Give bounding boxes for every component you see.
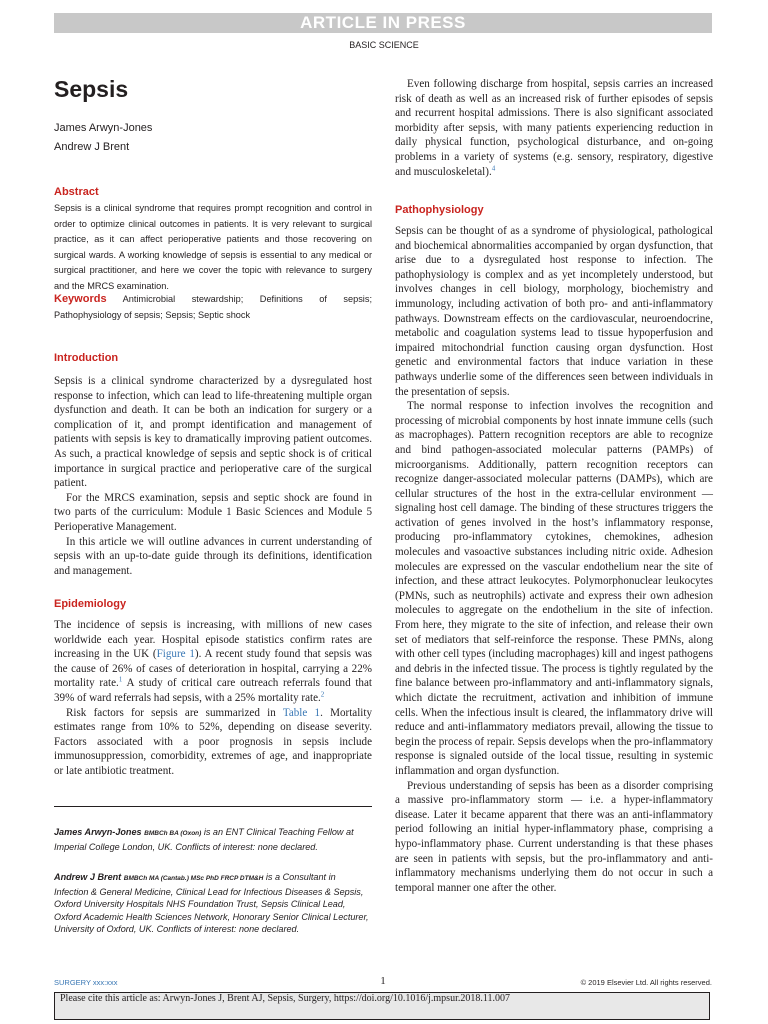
paragraph	[54, 618, 372, 706]
page-number: 1	[380, 975, 386, 987]
section-label: BASIC SCIENCE	[349, 40, 419, 50]
reference-link[interactable]: 4	[491, 163, 496, 172]
text-run: ). A recent study found that sepsis was the cause of 26% of cases of deterioration in hospital, carrying a 22% mortality rate.	[54, 648, 372, 690]
article-in-press-banner: ARTICLE IN PRESS	[54, 13, 712, 33]
abstract-text: Sepsis is a clinical syndrome that requires prompt recognition and control in order to optimize clinical outcomes in patients. It is very relevant to surgical practice, as it can affect perioperative patients and those recovering on surgical wards. A working knowledge of sepsis is essential to any medical or surgical practitioner, and here we cover the topic with relevance to surgery and the MRCS examination.	[54, 203, 372, 291]
figure-1-link[interactable]: Figure 1	[156, 648, 195, 661]
text-run: Even following discharge from hospital, sepsis carries an increased risk of death as well as an increased risk of further episodes of sepsis and recurrent hospital admissions. There is also significant associated morbidity after sepsis, with many patients experiencing reduction in daily physical function, psychological disturbance, and on-going problems in a variety of systems (e.g. sensory, respiratory, digestive and musculoskeletal).	[395, 78, 713, 178]
footnote-divider	[54, 806, 372, 807]
paragraph: The normal response to infection involves the recognition and processing of microbial components by host innate immune cells (such as macrophages). Pattern recognition receptors are able to recognize and bind pathogen-associated molecular patterns (PAMPs) of microorganisms. Additionally, pattern recognition receptors can recognize danger-associated molecular patterns (DAMPs), which are cellular structures of the host in the extra-cellular environment — signaling host cell damage. The binding of these structures triggers the activation of genes involved in the host’s inflammatory response, producing pro-inflammatory cytokines, chemokines, adhesion molecules and vasoactive substances including nitric oxide. Adhesion molecules are expressed on the vascular endothelium near the site of infection, and these attract leukocytes. Polymorphonuclear leukocytes (PMNs, such as neutrophils) activate and express their own adhesion molecules to aggregate on the endothelium in the site of infection. From here, they migrate to the site of infection, and release their own set of mediators that self-reinforce the response. These PMNs, along with other cell types (including macrophages) kill and ingest pathogens and debris in the infected tissue. The process is tightly regulated by the fine balance between pro-inflammatory and anti-inflammatory signals, which dictate the recruitment, activation and inhibition of immune cells. When the infectious insult is cleared, the inflammatory drive will reduce and anti-inflammatory mediators prevail, allowing the tissue to begin the process of repair. Sepsis develops when the pro-inflammatory response is signaled outside of the local tissue, resulting in systemic inflammation and organ dysfunction.	[395, 400, 713, 777]
continued-body	[395, 77, 713, 179]
reference-link[interactable]: 1	[118, 675, 123, 684]
paragraph	[395, 77, 713, 179]
paragraph	[54, 706, 372, 779]
author-note-2	[54, 871, 372, 936]
article-title: Sepsis	[54, 76, 129, 102]
keywords-label: Keywords	[54, 293, 107, 305]
note-text: is a Consultant in Infection & General Medicine, Clinical Lead for Infectious Diseases & Sepsis, Oxford University Hospitals NHS Foundation Trust, Sepsis Clinical Lead, Oxford Academic Health Sciences Network, Honorary Senior Clinical Lecturer, University of Oxford, UK. Conflicts of interest: none declared.	[54, 872, 369, 935]
pathophysiology-heading: Pathophysiology	[395, 204, 484, 216]
note-author-name: Andrew J Brent	[54, 872, 122, 882]
abstract-heading: Abstract	[54, 186, 99, 198]
note-degrees: BMBCh BA (Oxon)	[144, 830, 202, 837]
author-note-1	[54, 826, 372, 853]
paragraph: For the MRCS examination, sepsis and septic shock are found in two parts of the curriculum: Module 1 Basic Sciences and Module 5 Perioperative Management.	[54, 491, 372, 533]
note-degrees: BMBCh MA (Cantab.) MSc PhD FRCP DTM&H	[123, 875, 264, 882]
introduction-body	[54, 374, 372, 578]
paragraph: Previous understanding of sepsis has been as a disorder comprising a massive pro-inflammatory storm — i.e. a hyper-inflammatory disease. Later it became apparent that there was an anti-inflammatory period following an initial hyper-inflammatory phase, comprising a hypo-inflammatory phase. Current understanding is that these phases are seen in patients with sepsis, but the pro-inflammatory and anti-inflammatory mechanisms underlying them do not occur in such a temporal manner one after the other.	[395, 779, 713, 894]
text-run: A study of critical care outreach referrals found that 39% of ward referrals had sepsis, with a 25% mortality rate.	[54, 677, 372, 704]
paragraph: Sepsis can be thought of as a syndrome of physiological, pathological and biochemical abnormalities accompanied by organ dysfunction, that arise due to a dysregulated host response to infection. The pathophysiology is complex and as yet incompletely understood, but involves changes in cell biology, morphology, biochemistry and immunology, including activation of both pro- and anti-inflammatory pathways. Downstream effects on the cardiovascular, neuroendocrine, metabolic and coagulation systems lead to tissue hypoperfusion and impaired mitochondrial function causing organ dysfunction. Host genetic and environmental factors that induce variation in these pathways underlie some of the differences seen between individuals in the presentation of sepsis.	[395, 225, 713, 398]
copyright: © 2019 Elsevier Ltd. All rights reserved.	[580, 978, 712, 987]
paragraph: Sepsis is a clinical syndrome characterized by a dysregulated host response to infection, which can lead to life-threatening multiple organ dysfunction and death. It can be both an indication for surgery or a complication of it, and prompt identification and management of patients with sepsis is key to dramatically improving patient outcomes. As such, a practical knowledge of sepsis and septic shock is of critical importance in surgical practice and perioperative care of the surgical patient.	[54, 375, 372, 490]
text-run: Risk factors for sepsis are summarized in	[66, 706, 283, 719]
table-1-link[interactable]: Table 1	[282, 706, 321, 719]
text-run: . Mortality estimates range from 10% to 52%, depending on disease severity. Factors associated with a poor prognosis in sepsis include immunosuppression, comorbidity, extremes of age, and inappropriate or late antibiotic treatment.	[54, 706, 372, 777]
note-text: is an ENT Clinical Teaching Fellow at Imperial College London, UK. Conflicts of interest: none declared.	[54, 827, 354, 852]
page-footer	[54, 975, 712, 989]
keywords-list: Antimicrobial stewardship; Definitions of sepsis; Pathophysiology of sepsis; Sepsis; Septic shock	[54, 294, 372, 320]
paragraph: In this article we will outline advances in current understanding of sepsis with an up-to-date guide through its definitions, identification and management.	[54, 535, 372, 577]
epidemiology-body	[54, 618, 372, 779]
author-1: James Arwyn-Jones	[54, 122, 153, 134]
text-run: The incidence of sepsis is increasing, with millions of new cases worldwide each year. Hospital episode statistics confirm rates are increasing in the UK (	[54, 619, 372, 661]
note-author-name: James Arwyn-Jones	[54, 827, 142, 837]
author-2: Andrew J Brent	[54, 141, 130, 153]
introduction-heading: Introduction	[54, 352, 119, 364]
keywords-block	[54, 292, 372, 323]
journal-label: SURGERY xxx:xxx	[54, 978, 118, 987]
reference-link[interactable]: 2	[320, 690, 325, 699]
pathophysiology-body	[395, 224, 713, 895]
epidemiology-heading: Epidemiology	[54, 598, 127, 610]
citation-box: Please cite this article as: Arwyn-Jones J, Brent AJ, Sepsis, Surgery, https://doi.org/10.1016/j.mpsur.2018.11.007	[54, 992, 710, 1020]
